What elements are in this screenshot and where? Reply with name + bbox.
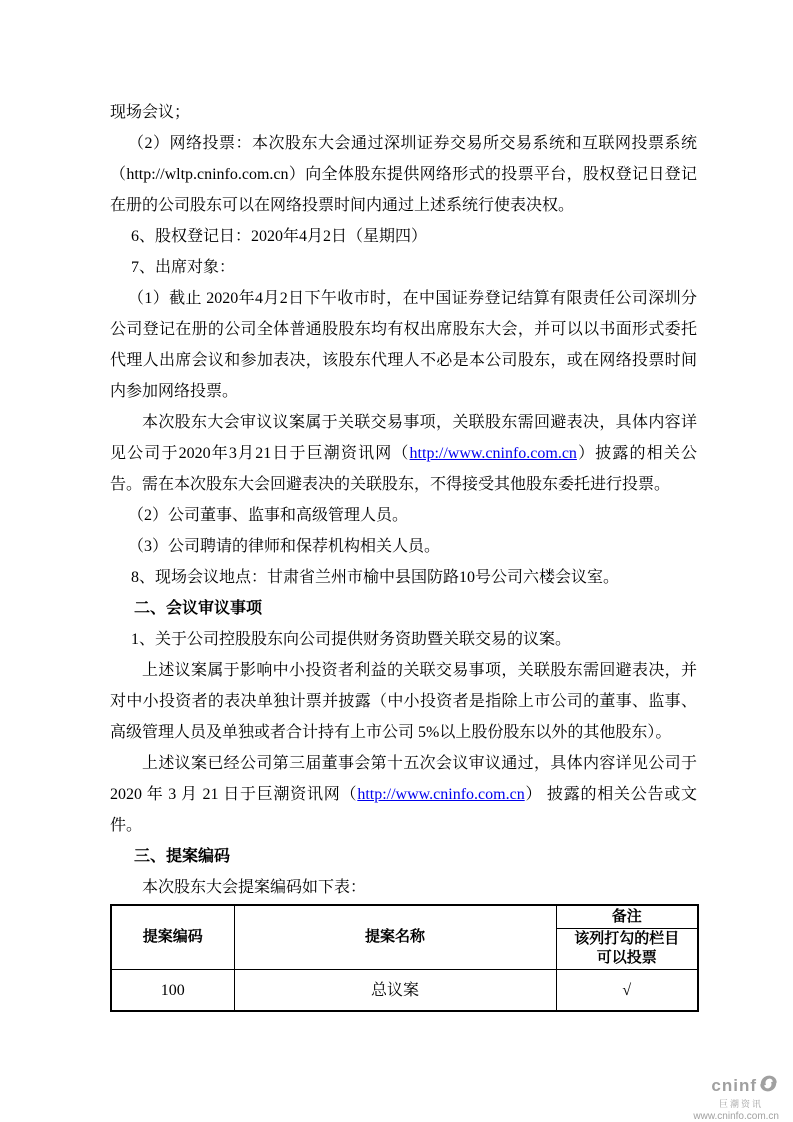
paragraph bbox=[110, 283, 697, 407]
paragraph bbox=[110, 562, 697, 593]
paragraph bbox=[110, 624, 697, 655]
header-note: 备注 bbox=[556, 905, 698, 929]
text-run: （3）公司聘请的律师和保荐机构相关人员。 bbox=[128, 538, 441, 555]
paragraph bbox=[110, 872, 697, 903]
header-proposal-name: 提案名称 bbox=[234, 905, 556, 970]
paragraph bbox=[110, 500, 697, 531]
text-run: 二、会议审议事项 bbox=[134, 600, 263, 617]
text-run: 上述议案已经公司第三届董事会第十五次会议审议通过，具体内容详见公司于 2020 年 3 月 21 日于巨潮资讯网（ bbox=[110, 755, 697, 803]
text-run: 1、关于公司控股股东向公司提供财务资助暨关联交易的议案。 bbox=[131, 631, 572, 648]
document-body bbox=[110, 97, 697, 1012]
text-run: 三、提案编码 bbox=[134, 848, 231, 865]
text-run: 7、出席对象： bbox=[131, 259, 236, 276]
hyperlink[interactable]: http://www.cninfo.com.cn bbox=[357, 786, 525, 803]
paragraph bbox=[110, 221, 697, 252]
text-run: 上述议案属于影响中小投资者利益的关联交易事项，关联股东需回避表决，并对中小投资者的表决单独计票并披露（中小投资者是指除上市公司的董事、监事、高级管理人员及单独或者合计持有上市公司 5%以上股份股东以外的其他股东）。 bbox=[110, 662, 697, 741]
table-header-row bbox=[111, 905, 698, 929]
header-proposal-code: 提案编码 bbox=[111, 905, 234, 970]
hyperlink[interactable]: http://www.cninfo.com.cn bbox=[409, 445, 577, 462]
cninfo-watermark bbox=[693, 1073, 779, 1122]
cell-proposal-name: 总议案 bbox=[234, 970, 556, 1012]
proposal-code-table bbox=[110, 904, 699, 1012]
text-run: 现场会议； bbox=[110, 104, 191, 121]
cell-proposal-code: 100 bbox=[111, 970, 234, 1012]
cninfo-swirl-icon bbox=[758, 1073, 779, 1098]
paragraph bbox=[110, 407, 697, 500]
cninfo-brand-chinese: 巨潮资讯 bbox=[718, 1099, 763, 1109]
text-run: 8、现场会议地点：甘肃省兰州市榆中县国防路10号公司六楼会议室。 bbox=[131, 569, 620, 586]
cninfo-brand-row bbox=[711, 1073, 779, 1098]
text-run: （2）网络投票：本次股东大会通过深圳证券交易所交易系统和互联网投票系统（http://wltp.cninfo.com.cn）向全体股东提供网络形式的投票平台，股权登记日登记在册的公司股东可以在网络投票时间内通过上述系统行使表决权。 bbox=[110, 135, 697, 214]
paragraph bbox=[110, 128, 697, 221]
section-heading bbox=[110, 593, 697, 624]
cell-vote-checkmark: √ bbox=[556, 970, 698, 1012]
section-heading bbox=[110, 841, 697, 872]
text-run: 本次股东大会审议议案属于关联交易事项，关联股东需回避表决，具体内容详见公司于2020年3月21日于巨潮资讯网（ bbox=[110, 414, 697, 462]
text-run: （1）截止 2020年4月2日下午收市时，在中国证券登记结算有限责任公司深圳分公司登记在册的公司全体普通股股东均有权出席股东大会，并可以以书面形式委托代理人出席会议和参加表决，该股东代理人不必是本公司股东，或在网络投票时间内参加网络投票。 bbox=[110, 290, 697, 400]
text-run: 6、股权登记日：2020年4月2日（星期四） bbox=[131, 228, 428, 245]
table-row bbox=[111, 970, 698, 1012]
header-note-sub-line2: 可以投票 bbox=[596, 950, 657, 966]
paragraph bbox=[110, 252, 697, 283]
paragraph bbox=[110, 97, 697, 128]
text-run: 本次股东大会提案编码如下表： bbox=[142, 879, 367, 896]
header-note-sub bbox=[556, 929, 698, 970]
text-run: （2）公司董事、监事和高级管理人员。 bbox=[128, 507, 409, 524]
text-run: ） 披露的相关公告或文件。 bbox=[110, 786, 697, 834]
cninfo-url: www.cninfo.com.cn bbox=[693, 1111, 779, 1122]
cninfo-brand-text: cninf bbox=[711, 1076, 757, 1095]
text-run: ）披露的相关公告。需在本次股东大会回避表决的关联股东，不得接受其他股东委托进行投票。 bbox=[110, 445, 697, 493]
paragraph bbox=[110, 655, 697, 748]
paragraph bbox=[110, 748, 697, 841]
header-note-sub-line1: 该列打勾的栏目 bbox=[574, 931, 680, 947]
paragraph bbox=[110, 531, 697, 562]
